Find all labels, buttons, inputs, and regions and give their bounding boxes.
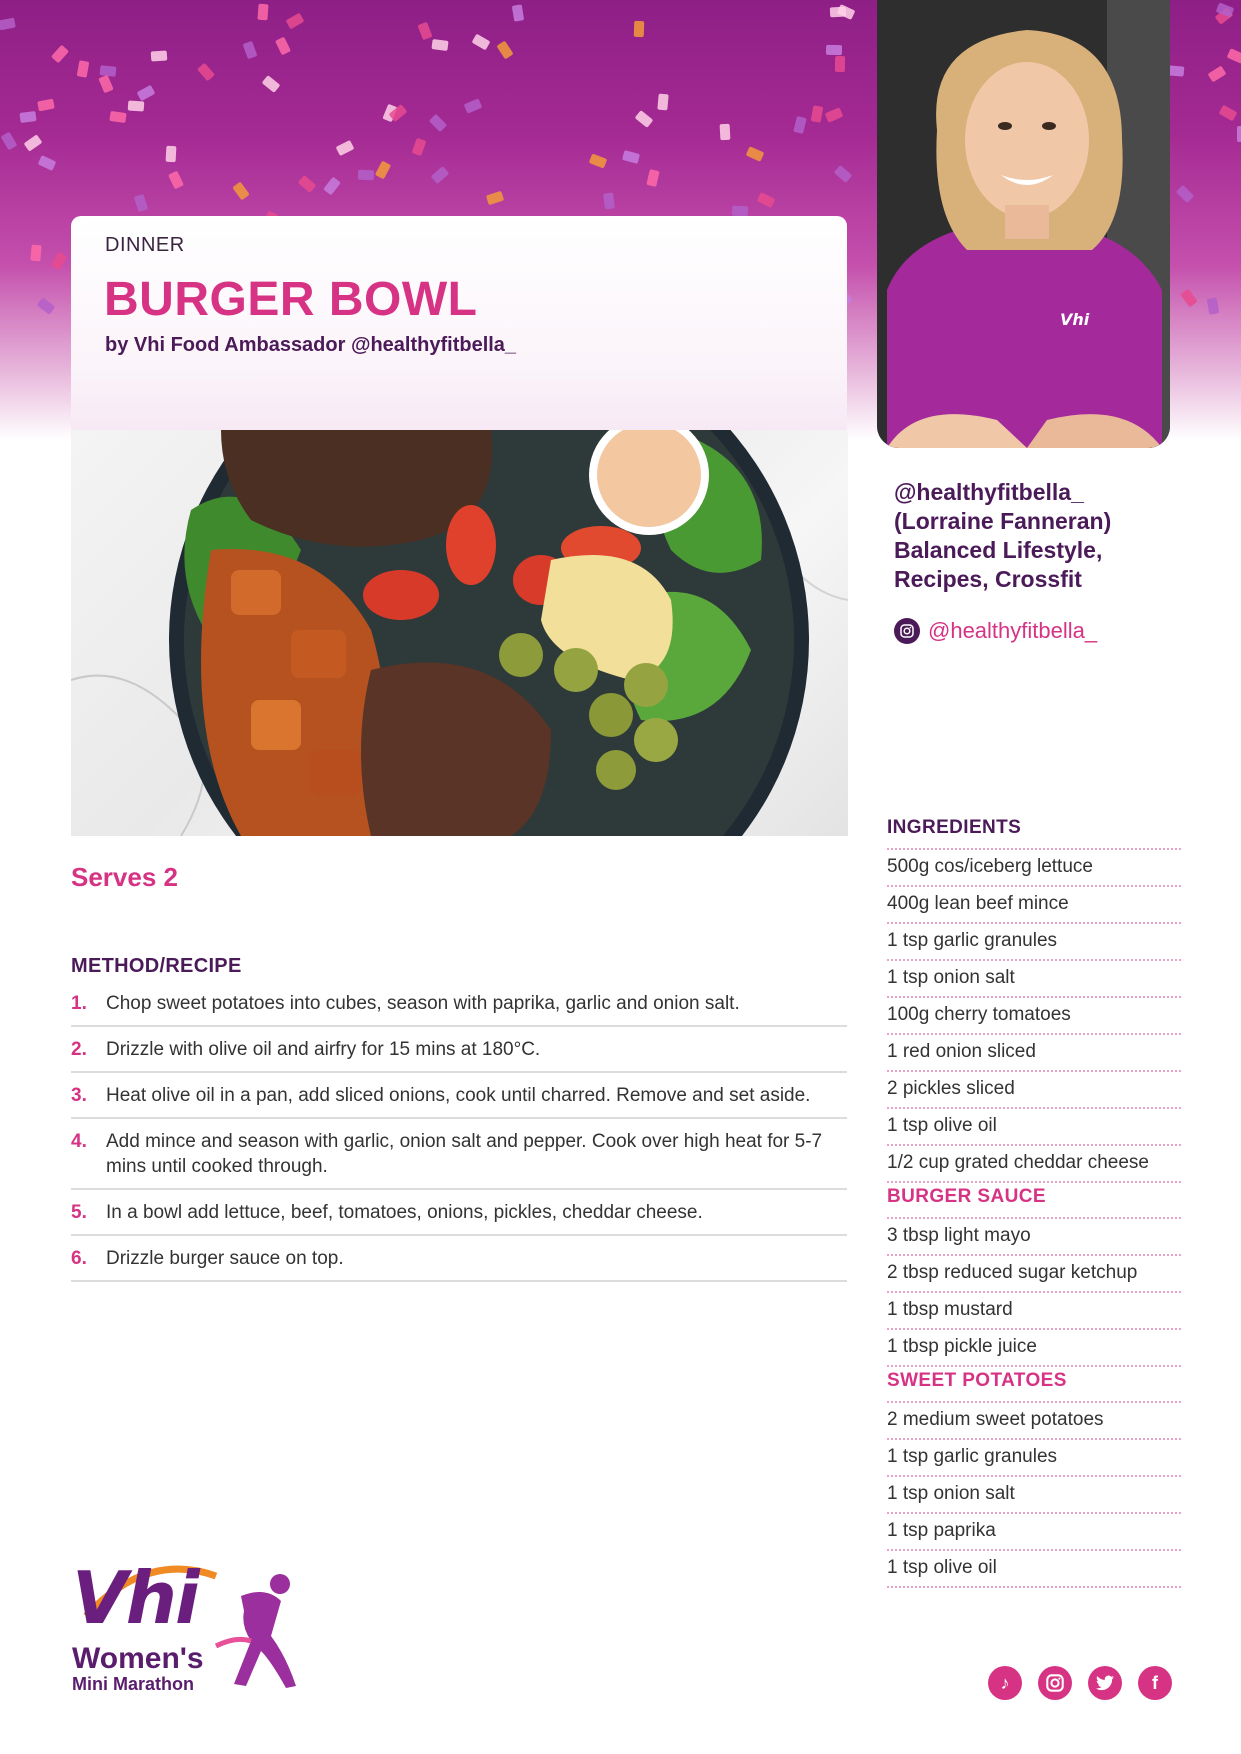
confetti-piece <box>37 99 55 112</box>
ingredient-item: 1 tsp onion salt <box>887 961 1181 998</box>
sauce-item: 3 tbsp light mayo <box>887 1219 1181 1256</box>
step-number: 5. <box>71 1202 87 1223</box>
confetti-piece <box>1180 289 1198 308</box>
confetti-piece <box>137 85 156 102</box>
confetti-piece <box>243 41 258 59</box>
confetti-piece <box>746 146 765 162</box>
step-text: Drizzle with olive oil and airfry for 15 mins at 180°C. <box>106 1039 541 1060</box>
method-step <box>71 1199 847 1236</box>
confetti-piece <box>0 132 17 151</box>
confetti-piece <box>657 93 668 110</box>
instagram-handle: @healthyfitbella_ <box>928 618 1098 643</box>
method-heading: METHOD/RECIPE <box>71 955 242 977</box>
sweet-potato-item: 1 tsp garlic granules <box>887 1440 1181 1477</box>
confetti-piece <box>485 191 503 205</box>
confetti-piece <box>756 192 775 208</box>
step-number: 6. <box>71 1248 87 1269</box>
confetti-piece <box>635 111 654 129</box>
instagram-icon[interactable] <box>1038 1666 1072 1700</box>
confetti-piece <box>285 13 304 30</box>
confetti-piece <box>261 75 280 93</box>
confetti-piece <box>431 39 448 51</box>
ingredient-item: 1 red onion sliced <box>887 1035 1181 1072</box>
confetti-piece <box>833 165 852 183</box>
step-number: 2. <box>71 1039 87 1060</box>
confetti-piece <box>1206 298 1219 315</box>
meal-type-label: DINNER <box>105 234 185 256</box>
step-text: Heat olive oil in a pan, add sliced onions, cook until charred. Remove and set aside. <box>106 1085 811 1106</box>
step-number: 3. <box>71 1085 87 1106</box>
instagram-link[interactable] <box>894 618 1097 644</box>
sweet-potato-item: 1 tsp onion salt <box>887 1477 1181 1514</box>
confetti-piece <box>166 145 177 162</box>
confetti-piece <box>98 75 113 94</box>
confetti-piece <box>77 60 90 77</box>
confetti-piece <box>603 192 615 209</box>
ingredient-item: 400g lean beef mince <box>887 887 1181 924</box>
ingredient-item: 500g cos/iceberg lettuce <box>887 850 1181 887</box>
confetti-piece <box>719 124 730 141</box>
confetti-piece <box>622 150 640 164</box>
ambassador-profile <box>894 478 1224 643</box>
method-step <box>71 1245 847 1282</box>
sauce-item: 1 tbsp mustard <box>887 1293 1181 1330</box>
confetti-piece <box>38 155 57 171</box>
step-text: Chop sweet potatoes into cubes, season with paprika, garlic and onion salt. <box>106 993 740 1014</box>
ambassador-handle: @healthyfitbella_ <box>894 479 1084 505</box>
confetti-piece <box>411 138 426 156</box>
confetti-piece <box>825 45 841 55</box>
burger-bowl-photo <box>71 430 848 836</box>
method-list <box>71 990 847 1291</box>
confetti-piece <box>275 37 291 56</box>
confetti-piece <box>51 252 68 271</box>
confetti-piece <box>128 100 145 111</box>
ingredients-section <box>887 814 1181 1588</box>
confetti-piece <box>1237 126 1241 142</box>
confetti-piece <box>464 98 483 113</box>
confetti-piece <box>512 4 524 21</box>
ingredient-item: 1 tsp olive oil <box>887 1109 1181 1146</box>
confetti-piece <box>375 161 391 180</box>
confetti-piece <box>36 297 55 315</box>
ingredient-item: 100g cherry tomatoes <box>887 998 1181 1035</box>
confetti-piece <box>793 116 807 134</box>
twitter-icon[interactable] <box>1088 1666 1122 1700</box>
confetti-piece <box>335 140 354 156</box>
instagram-icon <box>894 618 920 644</box>
vhi-womens-mini-marathon-logo <box>66 1556 316 1706</box>
confetti-piece <box>298 175 317 193</box>
confetti-piece <box>417 22 432 41</box>
sauce-item: 1 tbsp pickle juice <box>887 1330 1181 1367</box>
confetti-piece <box>51 45 69 64</box>
confetti-piece <box>358 170 374 181</box>
confetti-piece <box>133 194 147 212</box>
social-links <box>988 1666 1172 1700</box>
confetti-piece <box>429 114 447 132</box>
ambassador-tagline-2: Recipes, Crossfit <box>894 566 1082 592</box>
sweet-potato-item: 1 tsp paprika <box>887 1514 1181 1551</box>
confetti-piece <box>20 111 37 123</box>
confetti-piece <box>24 134 43 151</box>
step-number: 4. <box>71 1131 87 1152</box>
recipe-byline: by Vhi Food Ambassador @healthyfitbella_ <box>105 334 517 356</box>
confetti-piece <box>824 107 843 122</box>
confetti-piece <box>197 63 215 82</box>
svg-text:Vhi: Vhi <box>1060 310 1090 329</box>
confetti-piece <box>496 41 513 60</box>
method-step <box>71 990 847 1027</box>
confetti-piece <box>472 34 491 51</box>
recipe-title: BURGER BOWL <box>104 273 478 326</box>
sweet-potato-item: 1 tsp olive oil <box>887 1551 1181 1588</box>
confetti-piece <box>232 182 249 201</box>
title-card <box>71 216 847 430</box>
confetti-piece <box>837 4 856 20</box>
ambassador-name: (Lorraine Fanneran) <box>894 508 1112 534</box>
ingredient-item: 1 tsp garlic granules <box>887 924 1181 961</box>
logo-line-2: Mini Marathon <box>72 1674 194 1694</box>
confetti-piece <box>110 111 127 123</box>
ambassador-tagline-1: Balanced Lifestyle, <box>894 537 1103 563</box>
method-step <box>71 1036 847 1073</box>
confetti-piece <box>323 176 341 195</box>
step-text: Add mince and season with garlic, onion salt and pepper. Cook over high heat for 5-7 mins until cooked through. <box>106 1131 823 1177</box>
sweet-potato-item: 2 medium sweet potatoes <box>887 1403 1181 1440</box>
sauce-item: 2 tbsp reduced sugar ketchup <box>887 1256 1181 1293</box>
confetti-piece <box>811 105 824 122</box>
ambassador-portrait <box>877 0 1170 448</box>
confetti-piece <box>835 56 845 72</box>
ingredient-item: 1/2 cup grated cheddar cheese <box>887 1146 1181 1183</box>
facebook-icon[interactable]: f <box>1138 1666 1172 1700</box>
method-step <box>71 1128 847 1190</box>
confetti-piece <box>647 170 660 188</box>
logo-brand: Vhi <box>72 1556 198 1640</box>
confetti-piece <box>257 4 268 21</box>
confetti-piece <box>731 206 747 217</box>
sweet-potatoes-heading: SWEET POTATOES <box>887 1367 1181 1403</box>
serves-label: Serves 2 <box>71 862 178 892</box>
step-text: In a bowl add lettuce, beef, tomatoes, onions, pickles, cheddar cheese. <box>106 1202 703 1223</box>
burger-sauce-heading: BURGER SAUCE <box>887 1183 1181 1219</box>
confetti-piece <box>168 171 184 190</box>
confetti-piece <box>634 20 645 36</box>
ingredient-item: 2 pickles sliced <box>887 1072 1181 1109</box>
tiktok-icon[interactable]: ♪ <box>988 1666 1022 1700</box>
ingredients-heading: INGREDIENTS <box>887 814 1181 850</box>
logo-line-1: Women's <box>72 1642 204 1675</box>
confetti-piece <box>151 50 168 61</box>
confetti-piece <box>1226 48 1241 64</box>
step-text: Drizzle burger sauce on top. <box>106 1248 344 1269</box>
confetti-piece <box>0 18 16 31</box>
confetti-piece <box>1219 105 1238 122</box>
confetti-piece <box>30 245 41 262</box>
confetti-piece <box>1168 65 1185 76</box>
confetti-piece <box>1207 65 1226 82</box>
confetti-piece <box>589 154 608 169</box>
method-step <box>71 1082 847 1119</box>
confetti-piece <box>431 166 450 184</box>
step-number: 1. <box>71 993 87 1014</box>
confetti-piece <box>1176 185 1194 203</box>
